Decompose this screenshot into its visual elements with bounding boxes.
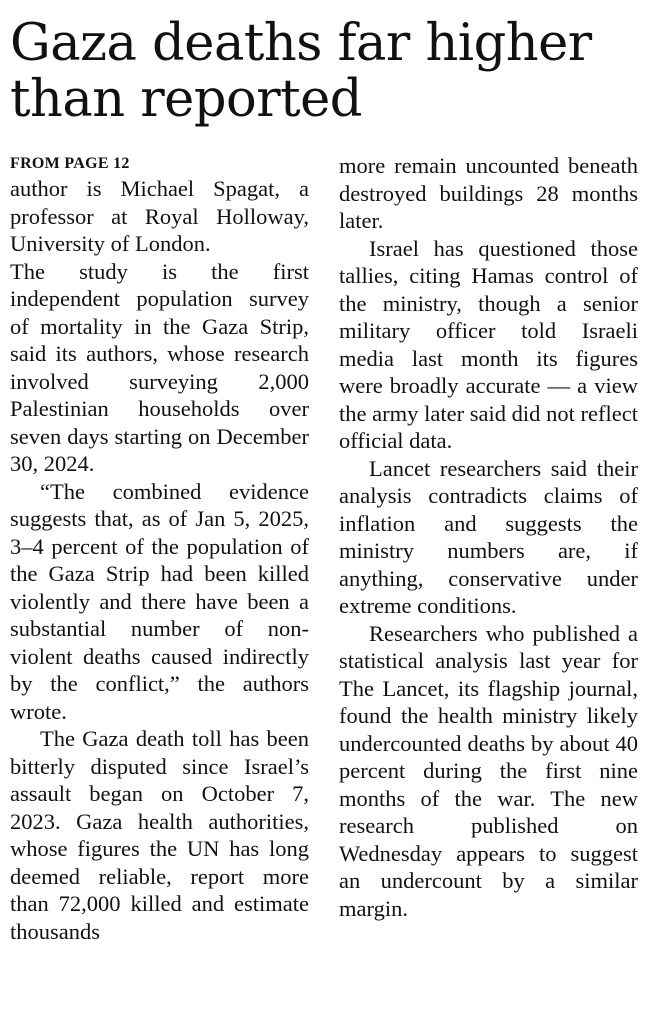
paragraph: Researchers who published a statistical analysis last year for The Lancet, its flagship journal, found the health ministry likely undercounted deaths by about 40 percent during the first nine months of the war. The new research published on Wednesday appears to suggest an undercount by a similar margin.	[339, 620, 638, 921]
paragraph: more remain uncounted beneath destroyed buildings 28 months later.	[339, 153, 638, 233]
paragraph: The study is the first independent population survey of mortality in the Gaza Strip, said its authors, whose research involved surveying 2,000 Palestinian households over seven days starting on December 30, 2024.	[10, 258, 309, 476]
headline: Gaza deaths far higher than reported	[10, 14, 592, 129]
article-body	[10, 152, 638, 945]
column-right	[339, 152, 638, 945]
paragraph: author is Michael Spagat, a professor at Royal Holloway, University of London.	[10, 176, 309, 256]
column-left	[10, 152, 309, 945]
paragraph: Israel has questioned those tallies, citing Hamas control of the ministry, though a senior military officer told Israeli media last month its figures were broadly accurate — a view the army later said did not reflect official data.	[339, 235, 638, 453]
paragraph: The Gaza death toll has been bitterly disputed since Israel’s assault began on October 7, 2023. Gaza health authorities, whose figures the UN has long deemed reliable, report more than 72,000 killed and estimate thousands	[10, 726, 309, 944]
paragraph: Lancet researchers said their analysis contradicts claims of inflation and suggests the ministry numbers are, if anything, conservative under extreme conditions.	[339, 455, 638, 618]
continued-from-label: FROM PAGE 12	[10, 155, 130, 172]
paragraph: “The combined evidence suggests that, as of Jan 5, 2025, 3–4 percent of the population of the Gaza Strip had been killed violently and there have been a substantial number of non-violent deaths caused indirectly by the conflict,” the authors wrote.	[10, 478, 309, 724]
